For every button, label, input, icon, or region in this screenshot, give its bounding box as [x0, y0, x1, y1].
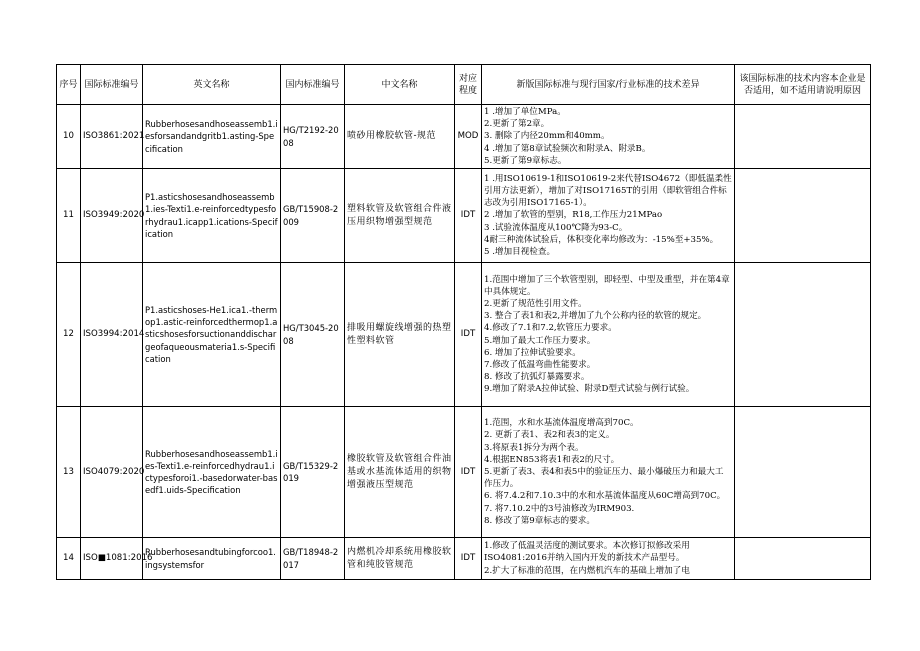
cell-en-name: P1.asticshosesandhoseassemb1.ies-Texti1.e-reinforcedtypesforhydrau1.icapp1.ications-Specification: [143, 169, 281, 263]
diff-line: 8. 修改了抗弧灯暴露要求。: [484, 372, 590, 383]
cell-dom-no: HG/T2192-2008: [281, 105, 345, 169]
header-dom-no: 国内标准编号: [281, 65, 345, 105]
diff-line: 2.扩大了标准的范围，在内燃机汽车的基础上增加了电: [484, 565, 690, 576]
cell-applicable: [735, 407, 871, 538]
diff-line: 1.范围，水和水基流体温度增高到70C。: [484, 418, 639, 429]
cell-intl-no: ISO3994:2014: [81, 263, 143, 407]
diff-line: 3. 整合了表1和表2,并增加了九个公称内径的软管的规定。: [484, 311, 707, 322]
diff-line: 6. 将7.4.2和7.10.3中的水和水基流体温度从60C增高到70C。: [484, 491, 726, 502]
cell-degree: IDT: [455, 263, 482, 407]
cell-applicable: [735, 538, 871, 580]
diff-line: 2.更新了第2章。: [484, 119, 550, 130]
header-en-name: 英文名称: [143, 65, 281, 105]
header-diff: 新版国际标准与现行国家/行业标准的技术差异: [482, 65, 735, 105]
cell-degree: IDT: [455, 538, 482, 580]
cell-intl-no: ISO3861:2021: [81, 105, 143, 169]
diff-line: 4.修改了7.1和7.2,软管压力要求。: [484, 323, 617, 334]
table-row: [57, 169, 871, 263]
cell-diff: [482, 263, 735, 407]
cell-en-name: Rubberhosesandhoseassemb1.ies-Texti1.e-reinforcedhydrau1.ictypesforoi1.-basedorwater-basedf1.uids-Specification: [143, 407, 281, 538]
header-no: 序号: [57, 65, 81, 105]
diff-line: 3 .试验流体温度从100℃降为93-C。: [484, 222, 628, 233]
cell-no: 13: [57, 407, 81, 538]
table-row: [57, 105, 871, 169]
cell-degree: IDT: [455, 169, 482, 263]
cell-cn-name: 排吸用螺旋线增强的热塑性塑料软管: [345, 263, 455, 407]
cell-intl-no: ISO■1081:2016: [81, 538, 143, 580]
standards-comparison-table: [56, 64, 871, 580]
diff-line: 3. 删除了内径20mm和40mm。: [484, 131, 610, 142]
table-header-row: [57, 65, 871, 105]
header-degree: 对应程度: [455, 65, 482, 105]
cell-no: 12: [57, 263, 81, 407]
cell-cn-name: 橡胶软管及软管组合件油基或水基流体适用的织物增强液压型规范: [345, 407, 455, 538]
cell-diff: [482, 169, 735, 263]
cell-dom-no: GB/T15329-2019: [281, 407, 345, 538]
diff-line: 5.增加了最大工作压力要求。: [484, 335, 596, 346]
diff-line: 7.修改了低温弯曲性能要求。: [484, 359, 596, 370]
diff-line: 2 .增加了软管的型别，R18,工作压力21MPao: [484, 210, 663, 221]
cell-en-name: Rubberhosesandtubingforcoo1.ingsystemsfor: [143, 538, 281, 580]
cell-dom-no: GB/T18948-2017: [281, 538, 345, 580]
header-cn-name: 中文名称: [345, 65, 455, 105]
diff-line: 7. 将7.10.2中的3号油修改为IRM903.: [484, 503, 635, 514]
cell-no: 11: [57, 169, 81, 263]
diff-line: 2. 更新了表1、表2和表3的定义。: [484, 430, 615, 441]
cell-dom-no: HG/T3045-2008: [281, 263, 345, 407]
cell-dom-no: GB/T15908-2009: [281, 169, 345, 263]
diff-line: 8. 修改了第9章标志的要求。: [484, 515, 595, 526]
diff-line: 9.增加了附录A拉伸试验、附录D型式试验与例行试验。: [484, 384, 695, 395]
diff-line: 4耐三种流体试验后，体积变化率均修改为：-15%至+35%。: [484, 234, 719, 245]
cell-applicable: [735, 105, 871, 169]
cell-cn-name: 喷砂用橡胶软管-规范: [345, 105, 455, 169]
header-intl-no: 国际标准编号: [81, 65, 143, 105]
table-row: [57, 407, 871, 538]
cell-en-name: Rubberhosesandhoseassemb1.iesforsandandgritb1.asting-Specification: [143, 105, 281, 169]
diff-line: 3.将原表1拆分为两个表。: [484, 442, 584, 453]
cell-intl-no: ISO3949:2020: [81, 169, 143, 263]
cell-diff: [482, 105, 735, 169]
table-row: [57, 263, 871, 407]
diff-line: 1.范围中增加了三个软管型别，即轻型、中型及重型，并在第4章中具体规定。: [484, 274, 730, 297]
diff-line: 2.更新了规范性引用文件。: [484, 298, 587, 309]
cell-cn-name: 塑料软管及软管组合件液压用织物增强型规范: [345, 169, 455, 263]
cell-applicable: [735, 169, 871, 263]
cell-no: 10: [57, 105, 81, 169]
diff-line: 4.根据EN853将表1和表2的尺寸。: [484, 454, 620, 465]
cell-degree: MOD: [455, 105, 482, 169]
diff-line: 1 .用ISO10619-1和ISO10619-2来代替ISO4672（即低温柔性引用方法更新），增加了对ISO17165T的引用（即软管组合件标志改为引用ISO17165-1）。: [484, 173, 732, 209]
cell-cn-name: 内燃机冷却系统用橡胶软管和纯胶管规范: [345, 538, 455, 580]
diff-line: 4 .增加了第8章试验频次和附录A、附录B。: [484, 143, 651, 154]
cell-en-name: P1.asticshoses-He1.ica1.-thermop1.astic-reinforcedthermop1.asticshosesforsuctionanddischargeofaqueousmateria1.s-Specification: [143, 263, 281, 407]
table-row: [57, 538, 871, 580]
diff-line: 1.修改了低温灵活度的测试要求。本次修订拟修改采用ISO4081:2016并纳入国内开发的新技术产品型号。: [484, 541, 690, 564]
diff-line: 5.更新了表3、表4和表5中的验证压力、最小爆破压力和最大工作压力。: [484, 466, 724, 490]
diff-line: 1 .增加了单位MPa。: [484, 107, 566, 117]
cell-intl-no: ISO4079:2020: [81, 407, 143, 538]
header-applicable: 该国际标准的技术内容本企业是否适用，如不适用请说明原因: [735, 65, 871, 105]
cell-diff: [482, 407, 735, 538]
diff-line: 5 .增加目视检查。: [484, 247, 556, 258]
cell-applicable: [735, 263, 871, 407]
diff-line: 6. 增加了拉伸试验要求。: [484, 347, 581, 358]
diff-line: 5.更新了第9章标志。: [484, 155, 567, 166]
cell-degree: IDT: [455, 407, 482, 538]
cell-no: 14: [57, 538, 81, 580]
cell-diff: [482, 538, 735, 580]
